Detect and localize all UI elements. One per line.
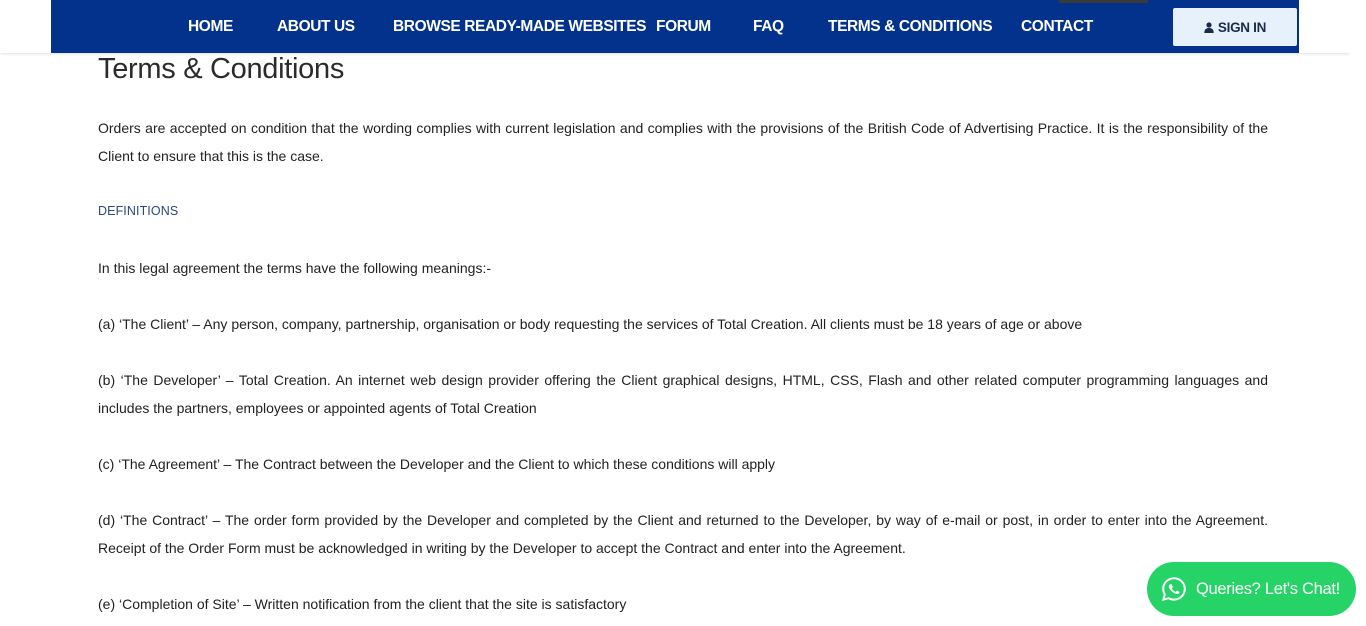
page-title: Terms & Conditions: [98, 53, 345, 85]
nav-item-browse-websites[interactable]: BROWSE READY-MADE WEBSITES: [393, 18, 647, 35]
nav-item-home[interactable]: HOME: [188, 18, 233, 35]
nav-item-terms[interactable]: TERMS & CONDITIONS: [828, 18, 993, 35]
nav-item-forum[interactable]: FORUM: [656, 18, 711, 35]
whatsapp-icon: [1161, 576, 1196, 602]
definitions-heading: DEFINITIONS: [98, 204, 179, 218]
definition-item-e: (e) ‘Completion of Site’ – Written notification from the client that the site is satisfactory: [98, 596, 627, 612]
definitions-intro: In this legal agreement the terms have the following meanings:-: [98, 260, 491, 276]
scrollbar[interactable]: [1350, 0, 1366, 626]
user-icon: [1204, 22, 1214, 33]
nav-item-contact[interactable]: CONTACT: [1021, 18, 1093, 35]
definition-item-d: (d) ‘The Contract’ – The order form provided by the Developer and completed by the Client and returned to the Developer, by way of e-mail or post, in order to enter into the Agreement. Receipt of the Order Form must be acknowledged in writing by the Developer to accept the Contract and enter into the Agreement.: [98, 512, 1268, 556]
intro-paragraph: Orders are accepted on condition that the wording complies with current legislation and complies with the provisions of the British Code of Advertising Practice. It is the responsibility of the Client to ensure that this is the case.: [98, 120, 1268, 164]
definition-item-a: (a) ‘The Client’ – Any person, company, partnership, organisation or body requesting the services of Total Creation. All clients must be 18 years of age or above: [98, 316, 1083, 332]
definition-item-b: (b) ‘The Developer’ – Total Creation. An internet web design provider offering the Client graphical designs, HTML, CSS, Flash and other related computer programming languages and includes the partners, employees or appointed agents of Total Creation: [98, 372, 1268, 416]
whatsapp-chat-button[interactable]: [1147, 562, 1356, 616]
definition-item-c: (c) ‘The Agreement’ – The Contract between the Developer and the Client to which these conditions will apply: [98, 456, 776, 472]
chat-label: Queries? Let's Chat!: [1196, 579, 1340, 598]
nav-item-faq[interactable]: FAQ: [753, 18, 784, 35]
nav-item-about-us[interactable]: ABOUT US: [277, 18, 355, 35]
sign-in-button[interactable]: [1173, 8, 1297, 46]
main-navbar: [51, 0, 1299, 53]
sign-in-label: SIGN IN: [1217, 19, 1267, 35]
